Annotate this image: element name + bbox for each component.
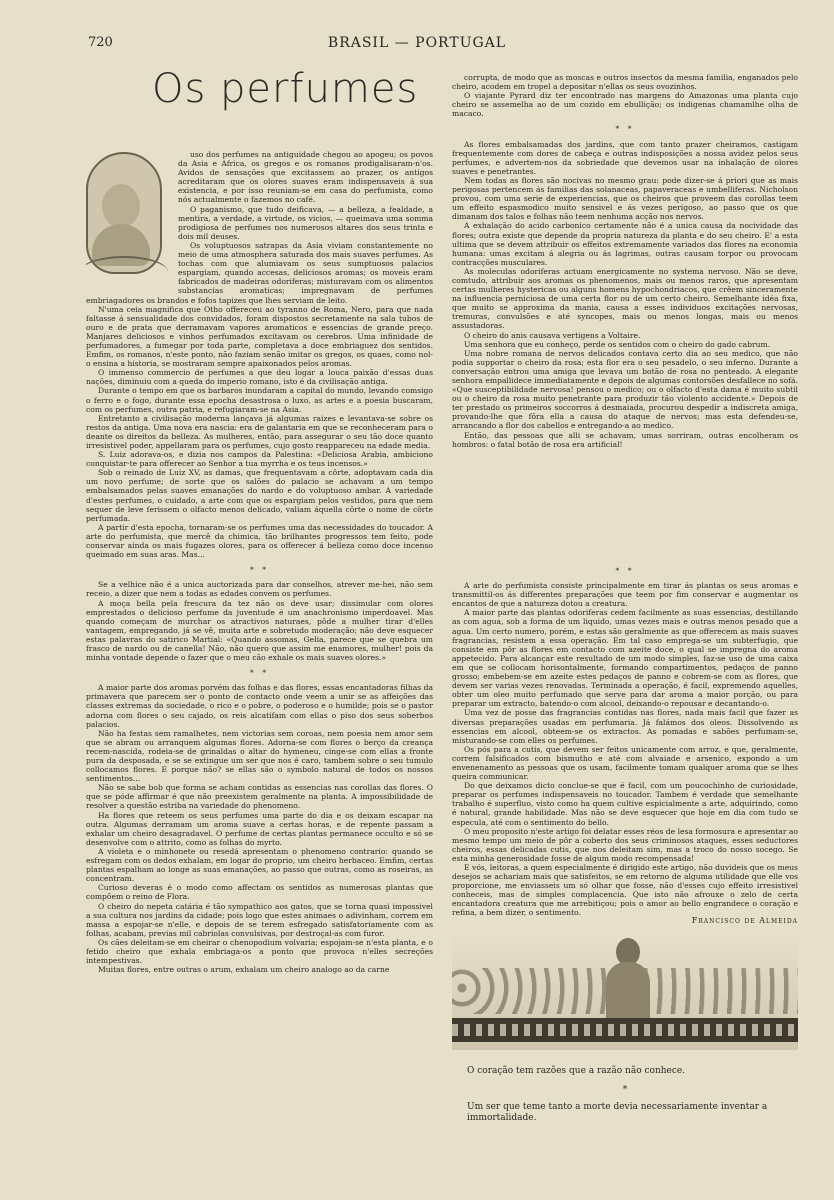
paragraph: A moça bella pela frescura da tez não os deve usar; dissimular com olores emprestados o delicioso perfume da juventude é um anachronismo imperdoavel. Mas quando começam de murchar os atractivos naturaes, pôde a mulher tirar d'elles vantagem, empregando, já se vê, muita arte e sobretudo moderação; não deve esquecer estas palavras do satirico Martial: «Quando assomas, Gelia, parece que se quebra um frasco de nardo ou de canella! Não, não quero que assim me enamores, mulher! pois da minha vontade depende o fazer que o meu cão exhale os mais suaves olores.» (86, 598, 433, 663)
paragraph: As moleculas odoriferas actuam energicamente no systema nervoso. Não se deve, comtudo, attribuir aos aromas os phenomenos, mais ou menos raros, que apresentam certas mulheres hystericas ou alguns homens hypochondriacos, que crêem sinceramente na influencia perniciosa de uma certa flor ou de um certo cheiro. Semelhante idéa fixa, que muito se approxima da mania, causa a esses individuos excitações nervosas, tremuras, convulsões e até syncopes, mais ou menos longas, mais ou menos assustadoras. (452, 266, 798, 331)
running-head (0, 35, 834, 55)
paragraph: Os voluptuosos satrapas da Asia viviam constantemente no meio de uma atmosphera saturada dos mais suaves perfumes. As tochas com que alumiavam os seus sumptuosos palacios espargiam, quando accesas, deliciosos aromas; os moveis eram fabricados de madeiras odoriferas; misturavam com os alimentos substancias aromaticas; impregnavam de perfumes embriagadores os brandos e fofos tapizes que lhes serviam de leito. (86, 240, 433, 305)
paragraph: E vós, leitoras, a quem especialmente é dirigido este artigo, não duvideis que os meus desejos se achariam mais que satisfeitos, se em retorno de alguma utilidade que elle vos proporcione, me enviasseis um só olhar que fosse, não d'esses cujo effeito irresistivel conheceis, mas de simples complacencia. Que isto não afrouxe o zelo de certa encantadora creatura que me arrebitiçou; pois o amor ao bello engrandece o coração e refina, a bem dizer, o sentimento. (452, 863, 798, 918)
paragraph: N'uma ceia magnifica que Otho offereceu ao tyranno de Roma, Nero, para que nada faltasse á sensualidade dos convidados, foram dispostos secretamente na sala tubos de ouro e de prata que derramavam vapores aromaticos e essencias de grande preço. Manjares deliciosos e vinhos perfumados excitavam os cerebros. Uma infinidade de perfumadores, a fumegar por toda parte, completava a doce embriaguez dos sentidos. Emfim, os romanos, n'este ponto, não faziam senão imitar os gregos, os quaes, como nol-o ensina a historia, se mostraram sempre apaixonados pelos aromas. (86, 304, 433, 369)
paragraph: A maior parte dos aromas porvém das folhas e das flores, essas encantadoras filhas da primavera que parecem ser o ponto de contacto onde veem a unir se as affeições das classes extremas da sociedade, o rico e o pobre, o poderoso e o humilde; pois se o pastor adorna com flores o seu cajado, os reis alcatifam com ellas o piso dos seus soberbos palacios. (86, 683, 433, 729)
publication-title: BRASIL — PORTUGAL (327, 35, 507, 51)
separator-star: * (622, 1085, 628, 1095)
paragraph: Ha flores que reteem os seus perfumes uma parte do dia e os deixam escapar na outra. Algumas derramam um aroma suave a certas horas, e de repente passam a exhalar um cheiro desagradavel. O perfume de certas plantas permanece occulto e só se desenvolve com o attrito, como as folhas do myrto. (86, 810, 433, 847)
paragraph: Sob o reinado de Luiz XV, as damas, que frequentavam a côrte, adoptavam cada dia um novo perfume; de sorte que os salões do palacio se achavam a um tempo embalsamados pelas suaves emanações do nardo e do voluptuoso ambar. A variedade d'estes perfumes, o cuidado, a arte com que os espargiam pelos vestidos, para que nem sequer de leve ferissem o olfacto menos delicado, valiam áquella côrte o nome de côrte perfumada. (86, 468, 433, 523)
paragraph: O paganismo, que tudo deificava, — a belleza, a fealdade, a mentira, a verdade, a virtude, os vicios, — queimava uma somma prodigiosa de perfumes nos numerosos altares dos seus trinta e dois mil deuses. (178, 204, 433, 241)
female-figure-icon (602, 938, 654, 1030)
drop-cap-portrait (86, 150, 170, 286)
illustration-caption: O coração tem razões que a razão não conhece. (467, 1066, 686, 1076)
paragraph: O viajante Pyrard diz ter encontrado nas margens do Amazonas uma planta cujo cheiro se assemelha ao de um cozido em ebullição; os indigenas chamamlhe olha de macaco. (452, 91, 798, 119)
paragraph: S. Luiz adorava-os, e dizia nos campos da Palestina: «Deliciosa Arabia, ambiciono conquistar-te para offerecer ao Senhor a tua myrrha e os teus incensos.» (86, 450, 433, 469)
paragraph: O cheiro do nepeta catária é tão sympathico aos gatos, que se torna quasi impossivel a sua cultura nos jardins da cidade; pois logo que estes animaes o adivinham, correm em massa a espojar-se n'elle, e depois de se terem esfregado satisfatoriamente com as folhas, acabam, previas mil cabriolas convulsivas, por destroçal-as com furor. (86, 901, 433, 938)
paragraph: Os cães deleitam-se em cheirar o chenopodium volvaria; espojam-se n'esta planta, e o fetido cheiro que exhala embriaga-os a ponto que provoca n'elles secreções intempestivas. (86, 937, 433, 966)
right-column-bottom (452, 560, 798, 920)
greek-key-pattern-icon (452, 1024, 798, 1036)
paragraph: uso dos perfumes na antiguidade chegou ao apogeu; os povos da Asia e Africa, os gregos e os romanos prodigalisaram-n'os. Avidos de sensações que excitassem ao prazer, os antigos acreditaram que os olores suaves eram indispensaveis á sua existencia, e por isso reuniam-se em casa do perfumista, como nós actualmente o fazemos no café. (178, 150, 433, 205)
section-separator: * * (249, 565, 269, 575)
paragraph: Não ha festas sem ramalhetes, nem victorias sem coroas, nem poesia nem amor sem que se abram ou arranquem algumas flores. Adorna-se com flores o berço da creança recem-nascida, rodeia-se de grinaldas o altar do hymeneu, cinge-se com ellas a fronte pura da desposada, e se se extingue um ser que nos é caro, tambem sobre o seu tumulo collocamos flores. E porque não? se ellas são o symbolo natural de todos os nossos sentimentos... (86, 728, 433, 784)
floral-ornament-icon (86, 256, 168, 288)
portrait-face (102, 184, 140, 228)
paragraph: Uma nobre romana de nervos delicados contava certo dia ao seu medico, que não podia supportar o cheiro da rosa; esta flor era o seu pesadelo, o seu inferno. Durante a conversação entrou uma amiga que levava um botão de rosa no penteado. A elegante senhora empallidece immediatamente e depois de algumas contorsões desfallece no sofá. «Que susceptibilidade nervosa! pensou o medico; ou o olfacto d'esta dama é muito subtil ou o cheiro da rosa muito penetrante para produzir tão violento accidente.» Depois de ter prestado os primeiros soccorros á desmaiada, procurou despedir a indiscreta amiga, provando-lhe que fôra ella a causa do ataque de nervos; mas esta defendeu-se, arrancando a flor dos cabellos e entregando-a ao medico. (452, 348, 798, 431)
paragraph: Do que deixamos dicto conclue-se que é facil, com um poucochinho de curiosidade, preparar os perfumes indispensaveis no toucador. Tambem é verdade que semelhante trabalho é superfluo, visto como ha quem cultive espicialmente a arte, adquirindo, como é natural, grande habilidade. Mas não se deve esquecer que hoje em dia com tudo se especula, até com o sentimento do bello. (452, 781, 798, 827)
section-separator: * * (615, 566, 635, 575)
paragraph: O meu proposito n'este artigo foi delatar esses réos de lesa formosura e apresentar ao mesmo tempo um meio de pôr a coberto dos seus criminosos ataques, esses seductores cheiros, essas delicadas cutis, que nos deleitam sim, mas a troco do nosso socego. Se esta minha generosidade fosse de algum modo recompensada! (452, 826, 798, 863)
paragraph: Curioso deveras é o modo como affectam os sentidos as numerosas plantas que compõem o reino de Flora. (86, 883, 433, 902)
author-signature: Francisco de Almeida (691, 916, 798, 925)
paragraph: Muitas flores, entre outras o arum, exhalam um cheiro analogo ao da carne (98, 965, 390, 975)
section-separator: * * (249, 668, 269, 678)
paragraph: Uma vez de posse das fragrancias contidas nas flores, nada mais facil que fazer as diversas preparações usadas em perfumaria. Já falámos dos oleos. Dissolvendo as essencias em alcool, obteem-se os extractos. As pomadas e sabões perfumam-se, misturando-se com elles os perfumes. (452, 708, 798, 745)
left-column (86, 150, 433, 1182)
engraving-illustration (452, 934, 798, 1050)
page-number: 720 (88, 35, 113, 50)
paragraph: Entretanto a civilisação moderna lançava já algumas raizes e levantava-se sobre os restos da antiga. Uma nova era nascia: era de galantaria em que se reconheceram para o deante os direitos da belleza. As mulheres, então, para assegurar o seu tão doce quanto irresistivel poder, appellaram para os perfumes, cujo gosto reappareceu na edade media. (86, 413, 433, 450)
right-paragraphs (452, 73, 798, 449)
right2-paragraphs (452, 566, 798, 918)
paragraph: A violeta e o minhonete ou resedá apresentam o phenomeno contrario: quando se esfregam com os dedos exhalam, em logar do proprio, um cheiro herbaceo. Emfim, certas plantas espalham ao longe as suas emanações, ao passo que outras, como as roseiras, as concentram. (86, 846, 433, 884)
paragraph: A exhalação do acido carbonico certamente não é a unica causa da nocividade das flores; outra existe que depende da propria natureza da planta e do seu cheiro. E' a esta ultima que se devem attribuir os effeitos extremamente variados das flores na economia humana: umas excitam á alegria ou ás lagrimas, outras causam torpor ou provocam contracções musculares. (452, 221, 798, 267)
paragraph: Nem todas as flores são nocivas no mesmo grau: pode dizer-se á priori que as mais perigosas pertencem ás familias das solanaceas, papaveraceas e umbelliferas. Nicholson provou, com uma serie de experiencias, que os cheiros que proveem das corollas teem um effeito espasmodico muito sensivel e ás vezes perigoso, ao passo que os que dimanam dos talos e folhas não teem nenhuma acção nos nervos. (452, 175, 798, 222)
article-title: Os perfumes (152, 66, 419, 112)
paragraph: corrupta, de modo que as moscas e outros insectos da mesma familia, enganados pelo cheiro, acodem em tropel a depositar n'ellas os seus ovozinhos. (452, 73, 798, 92)
paragraph: O cheiro do anis causava vertigens a Voltaire. (464, 330, 641, 340)
paragraph: A maior parte das plantas odoriferas cedem facilmente as suas essencias, destillando as com agua, sob a forma de um liquido, umas vezes mais e outras menos pesado que a agua. Um certo numero, porém, e estas são geralmente as que offerecem as mais suaves fragrancias, resistem a essa operação. Em tal caso emprega-se um subterfugio, que consiste em pôr as flores em contacto com azeite doce, o qual se impregna do aroma appetecido. Para alcançar este resultado de um modo simples, faz-se uso de uma caixa em que se collocam horisontalmente, formando compartimentos, pedaços de panno grosso; embebem-se em azeite estes pedaços de panno e cobrem-se com as flores, que devem ser varias vezes renovadas. Terminada a operação, é facil, expremendo aquelles, obter um oleo muito perfumado que serve para dar aroma a maior porção, ou para preparar um extracto, batendo-o com alcool, deixando-o repousar e decantando-o. (452, 608, 798, 709)
paragraph: O immenso commercio de perfumes a que deu logar a louca paixão d'essas duas nações, diminuiu com a queda do imperio romano, isto é da civilisação antiga. (86, 368, 433, 387)
paragraph: Os pós para a cutis, que devem ser feitos unicamente com arroz, e que, geralmente, correm falsificados com bismutho e até com alvaiade e arsenico, expondo a um envenenamento as pessoas que os usam, facilmente tomam qualquer aroma que se lhes queira communicar. (452, 744, 798, 782)
paragraph: A partir d'esta epocha, tornaram-se os perfumes uma das necessidades do toucador. A arte do perfumista, que mercê da chimica, tão brilhantes progressos tem feito, pode conservar ainda os mais fugazes olores, para os offerecer á belleza como doce incenso queimado em suas aras. Mas... (86, 522, 433, 560)
paragraph: Não se sabe bob que forma se acham contidas as essencias nas corollas das flores. O que se póde affirmar é que não preexistem geralmente na planta. A impossibilidade de resolver a questão estriba na variedade do phenomeno. (86, 783, 433, 811)
section-separator: * * (615, 124, 635, 134)
epigraph: Um ser que teme tanto a morte devia necessariamente inventar a immortalidade. (467, 1102, 768, 1123)
right-column-top (452, 73, 798, 553)
paragraph: Uma senhora que eu conheço, perde os sentidos com o cheiro do gado cabrum. (464, 339, 771, 349)
paragraph: Se a velhice não é a unica auctorizada para dar conselhos, atrever me-hei, não sem receio, a dizer que nem a todas as edades convem os perfumes. (86, 580, 433, 599)
paragraph: Durante o tempo em que os barbaros inundaram a capital do mundo, levando comsigo o ferro e o fogo, durante essa epocha desastrosa o luxo, as artes e a poesia buscaram, com os perfumes, outra patria, e refugiaram-se na Asia. (86, 386, 433, 414)
paragraph: A arte do perfumista consiste principalmente em tirar ás plantas os seus aromas e transmittil-os ás differentes preparações que teem por fim conservar e augmentar os encantos de que a natureza dotou a creatura. (452, 581, 798, 609)
paragraph: Então, das pessoas que alli se achavam, umas sorriram, outras encolheram os hombros: o fatal botão de rosa era artificial! (452, 430, 798, 449)
paragraph: As flores embalsamadas dos jardins, que com tanto prazer cheiramos, castigam frequentemente com dores de cabeça e outras indisposições a nossa avidez pelos seus perfumes, e advertem-nos da sobriedade que devemos usar na inhalação de olores suaves e penetrantes. (452, 139, 798, 176)
figure-body (606, 962, 650, 1026)
